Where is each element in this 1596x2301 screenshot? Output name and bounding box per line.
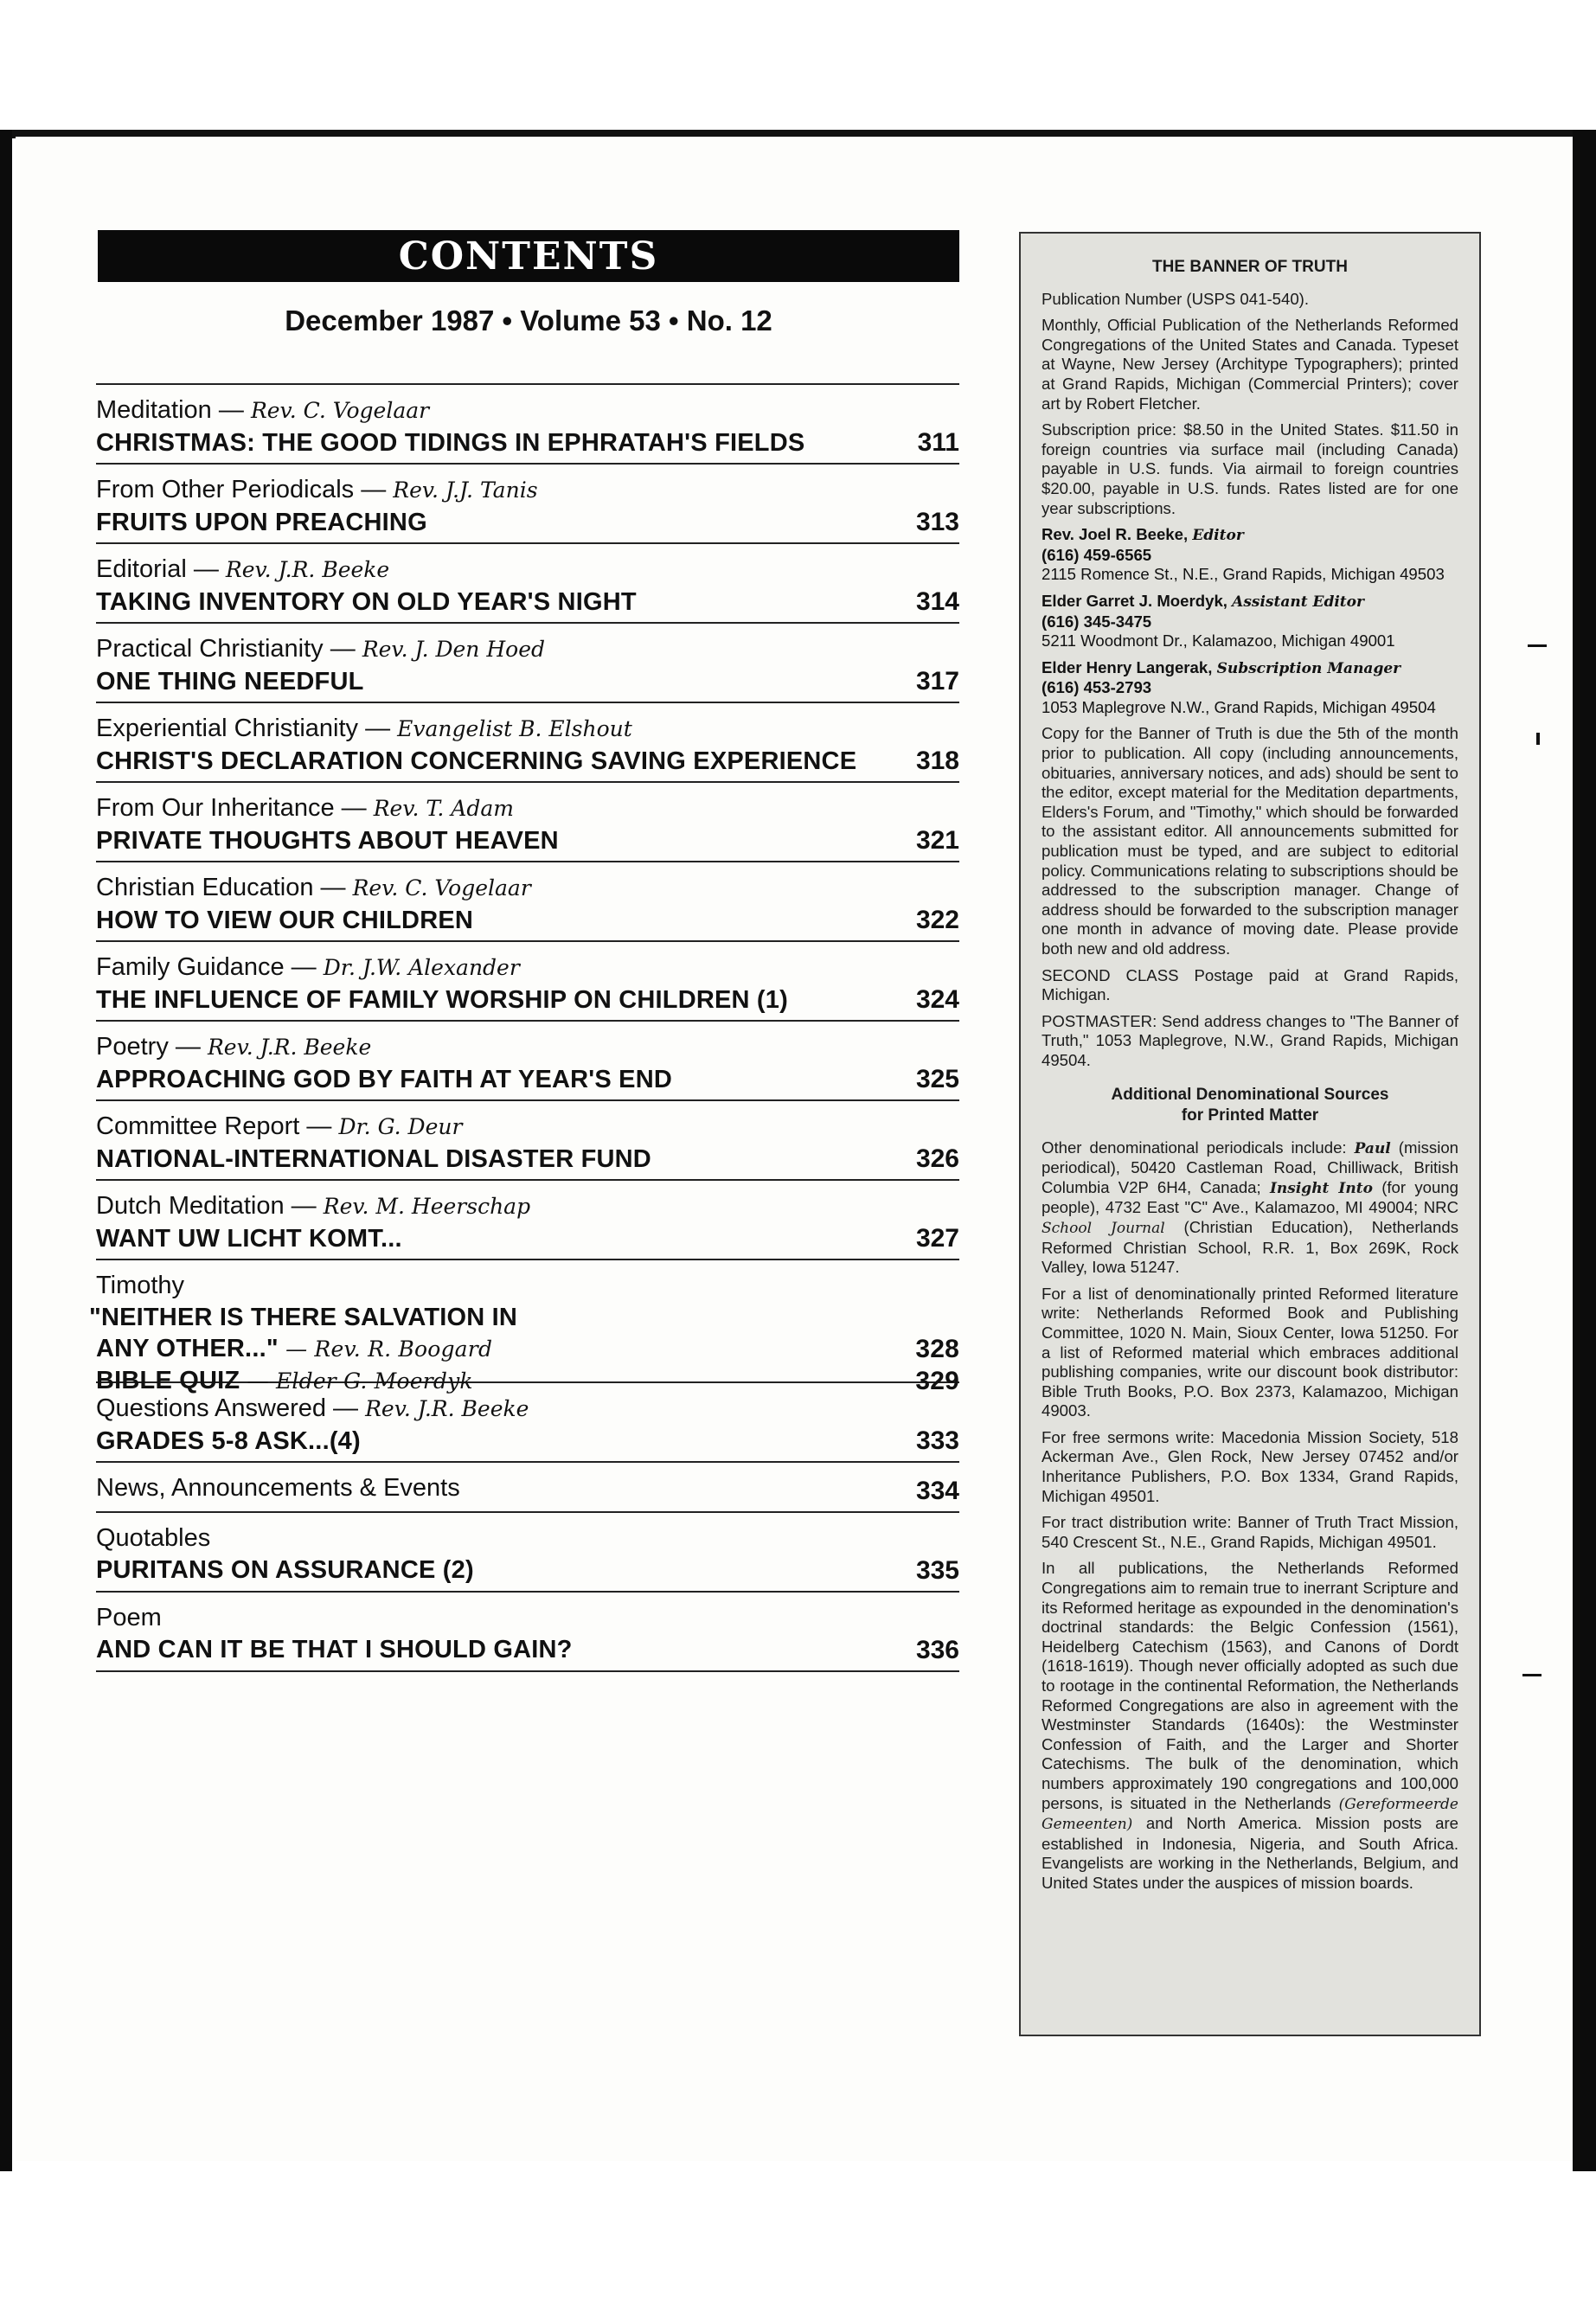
toc-department: Poem [96, 1604, 162, 1631]
toc-page-number: 313 [915, 508, 959, 536]
contents-banner [98, 230, 959, 282]
toc-page-number: 336 [915, 1636, 959, 1664]
toc-page-number: 335 [915, 1556, 959, 1585]
table-of-contents [89, 383, 959, 1672]
toc-department: Committee Report — Dr. G. Deur [96, 1112, 463, 1140]
toc-entry[interactable] [96, 1513, 959, 1593]
scan-edge-right [1573, 130, 1596, 2171]
toc-page-number: 329 [915, 1367, 959, 1395]
toc-title[interactable]: NATIONAL-INTERNATIONAL DISASTER FUND [96, 1145, 651, 1173]
toc-department: From Our Inheritance — Rev. T. Adam [96, 794, 514, 822]
toc-title[interactable]: CHRISTMAS: THE GOOD TIDINGS IN EPHRATAH'S FIELDS [96, 429, 805, 457]
toc-department: Quotables [96, 1524, 211, 1552]
toc-page-number: 314 [915, 587, 959, 616]
toc-subentry[interactable]: BIBLE QUIZ — Elder G. Moerdyk 329 [96, 1367, 959, 1395]
toc-page-number: 328 [915, 1335, 959, 1363]
toc-page-number: 321 [915, 826, 959, 855]
issue-line: December 1987 • Volume 53 • No. 12 [285, 304, 772, 336]
editor-contact: Rev. Joel R. Beeke, Editor (616) 459-6565 2115 Romence St., N.E., Grand Rapids, Michigan 49503 [1042, 525, 1445, 584]
toc-department: Dutch Meditation — Rev. M. Heerschap [96, 1192, 531, 1220]
toc-subentry[interactable]: ANY OTHER..." — Rev. R. Boogard 328 [96, 1335, 959, 1363]
literature-sources: For a list of denominationally printed Reformed literature write: Netherlands Reformed Book and Publishing Committee, 1020 N. Main, Sioux Center, Iowa 51250. For a list of Reformed material which embraces additional publishing companies, write our discount book distributor: Bible Truth Books, P.O. Box 2373, Kalamazoo, Michigan 49003. [1042, 1284, 1458, 1420]
toc-entry[interactable] [96, 1181, 959, 1260]
toc-page-number: 322 [915, 906, 959, 934]
toc-page-number: 333 [915, 1426, 959, 1455]
toc-department: Christian Education — Rev. C. Vogelaar [96, 874, 531, 901]
toc-title[interactable]: "NEITHER IS THERE SALVATION IN [89, 1304, 518, 1331]
toc-entry[interactable] [96, 1593, 959, 1672]
scan-edge-left [0, 130, 12, 2171]
toc-title[interactable]: CHRIST'S DECLARATION CONCERNING SAVING EXPERIENCE [96, 747, 857, 775]
toc-entry[interactable] [96, 624, 959, 703]
toc-department: Poetry — Rev. J.R. Beeke [96, 1033, 372, 1061]
sermon-sources: For free sermons write: Macedonia Mission Society, 518 Ackerman Ave., Glen Rock, New Jersey 07452 and/or Inheritance Publishers, P.O. Box 1334, Grand Rapids, Michigan 49501. [1042, 1427, 1458, 1505]
toc-department: Questions Answered — Rev. J.R. Beeke [96, 1394, 529, 1422]
toc-entry[interactable] [96, 783, 959, 862]
assistant-editor-contact: Elder Garret J. Moerdyk, Assistant Editor (616) 345-3475 5211 Woodmont Dr., Kalamazoo, Michigan 49001 [1042, 591, 1395, 651]
toc-title[interactable]: ONE THING NEEDFUL [96, 668, 364, 695]
publication-number: Publication Number (USPS 041-540). [1042, 289, 1310, 308]
toc-title[interactable]: AND CAN IT BE THAT I SHOULD GAIN? [96, 1636, 573, 1663]
toc-entry[interactable] [96, 862, 959, 942]
toc-title[interactable]: TAKING INVENTORY ON OLD YEAR'S NIGHT [96, 588, 637, 616]
toc-title[interactable]: GRADES 5-8 ASK...(4) [96, 1427, 361, 1455]
toc-entry[interactable] [96, 465, 959, 544]
denomination-statement: In all publications, the Netherlands Reformed Congregations aim to remain true to inerrant Scripture and its Reformed heritage as expounded in the denomination's doctrinal standards: the Belgic Confession (1561), Heidelberg Catechism (1563), and Canons of Dordt (1618-1619). Though never officially adopted as such due to rootage in the continental Reformation, the Netherlands Reformed Congregations are also in agreement with the Westminster Standards (1640s): the Westminster Confession of Faith, and the Larger and Shorter Catechisms. The bulk of the denomination, which numbers approximately 190 congregations and 100,000 persons, is situated in the Netherlands (Gereformeerde Gemeenten) and North America. Mission posts are established in Indonesia, Nigeria, and South Africa. Evangelists are working in the Netherlands, Belgium, and United States under the auspices of mission boards. [1042, 1559, 1458, 1892]
scan-mark [1522, 1674, 1542, 1676]
toc-department: From Other Periodicals — Rev. J.J. Tanis [96, 476, 538, 503]
toc-page-number: 325 [915, 1065, 959, 1093]
scan-mark [1528, 644, 1547, 647]
contents-title: CONTENTS [398, 234, 659, 279]
toc-page-number: 327 [915, 1224, 959, 1253]
toc-entry[interactable] [96, 703, 959, 783]
toc-page-number: 324 [915, 985, 959, 1014]
toc-department: Family Guidance — Dr. J.W. Alexander [96, 953, 520, 981]
toc-title[interactable]: THE INFLUENCE OF FAMILY WORSHIP ON CHILDREN (1) [96, 986, 788, 1014]
toc-page-number: 318 [915, 747, 959, 775]
toc-department: Timothy [96, 1272, 185, 1299]
toc-title[interactable]: APPROACHING GOD BY FAITH AT YEAR'S END [96, 1066, 672, 1093]
toc-title[interactable]: HOW TO VIEW OUR CHILDREN [96, 907, 474, 934]
subscription-price: Subscription price: $8.50 in the United States. $11.50 in foreign countries via surface mail (including Canada) payable in U.S. funds. Via airmail to foreign countries $20.00, payable in U.S. funds. Rates listed are for one year subscriptions. [1042, 420, 1458, 517]
scan-mark [1536, 733, 1540, 745]
toc-entry[interactable] [96, 544, 959, 624]
toc-department: Editorial — Rev. J.R. Beeke [96, 555, 390, 583]
masthead-box [1019, 232, 1481, 2036]
toc-title[interactable]: PRIVATE THOUGHTS ABOUT HEAVEN [96, 827, 559, 855]
toc-department: Experiential Christianity — Evangelist B. Elshout [96, 715, 632, 742]
toc-entry[interactable] [96, 942, 959, 1022]
toc-entry[interactable] [89, 1260, 959, 1395]
toc-page-number: 326 [915, 1144, 959, 1173]
copy-policy: Copy for the Banner of Truth is due the 5th of the month prior to publication. All copy (including announcements, obituaries, anniversary notices, and ads) should be sent to the editor, except material for the Meditation departments, Elders's Forum, and "Timothy," which should be forwarded to the assistant editor. All announcements submitted for publication must be typed, and are subject to editorial policy. Communications relating to subscriptions should be addressed to the subscription manager. Change of address should be forwarded to the subscription manager one month in advance of moving date. Please provide both new and old address. [1042, 724, 1458, 958]
other-periodicals: Other denominational periodicals include: Paul (mission periodical), 50420 Castleman Road, Chilliwack, British Columbia V2P 6H4, Canada; Insight Into (for young people), 4732 East "C" Ave., Kalamazoo, MI 49004; NRC School Journal (Christian Education), Netherlands Reformed Christian School, R.R. 1, Box 269K, Rock Valley, Iowa 51247. [1042, 1138, 1459, 1277]
toc-entry[interactable] [96, 385, 959, 465]
toc-title[interactable]: PURITANS ON ASSURANCE (2) [96, 1556, 474, 1584]
toc-entry[interactable] [96, 1101, 959, 1181]
postage-notice: SECOND CLASS Postage paid at Grand Rapids, Michigan. [1042, 965, 1458, 1004]
toc-entry[interactable] [96, 1383, 959, 1463]
toc-entry[interactable] [96, 1022, 959, 1101]
toc-title[interactable]: WANT UW LICHT KOMT... [96, 1225, 402, 1253]
toc-title[interactable]: FRUITS UPON PREACHING [96, 509, 427, 536]
masthead-heading: THE BANNER OF TRUTH [1152, 258, 1348, 276]
toc-department: Practical Christianity — Rev. J. Den Hoed [96, 635, 545, 663]
postmaster-notice: POSTMASTER: Send address changes to "The Banner of Truth," 1053 Maplegrove, N.W., Grand Rapids, Michigan 49504. [1042, 1011, 1458, 1069]
toc-department: Meditation — Rev. C. Vogelaar [96, 396, 430, 424]
toc-department[interactable]: News, Announcements & Events [96, 1474, 460, 1502]
tract-sources: For tract distribution write: Banner of Truth Tract Mission, 540 Crescent St., N.E., Grand Rapids, Michigan 49501. [1042, 1513, 1458, 1551]
toc-entry[interactable] [96, 1463, 959, 1513]
publication-description: Monthly, Official Publication of the Netherlands Reformed Congregations of the United States and Canada. Typeset at Wayne, New Jersey (Architype Typographers); printed at Grand Rapids, Michigan (Commercial Printers); cover art by Robert Fletcher. [1042, 316, 1458, 413]
sources-heading: Additional Denominational Sources for Printed Matter [1111, 1085, 1389, 1125]
subscription-manager-contact: Elder Henry Langerak, Subscription Manager (616) 453-2793 1053 Maplegrove N.W., Grand Rapids, Michigan 49504 [1042, 657, 1436, 716]
toc-page-number: 311 [917, 428, 959, 457]
toc-page-number: 334 [915, 1477, 959, 1505]
toc-page-number: 317 [915, 667, 959, 695]
